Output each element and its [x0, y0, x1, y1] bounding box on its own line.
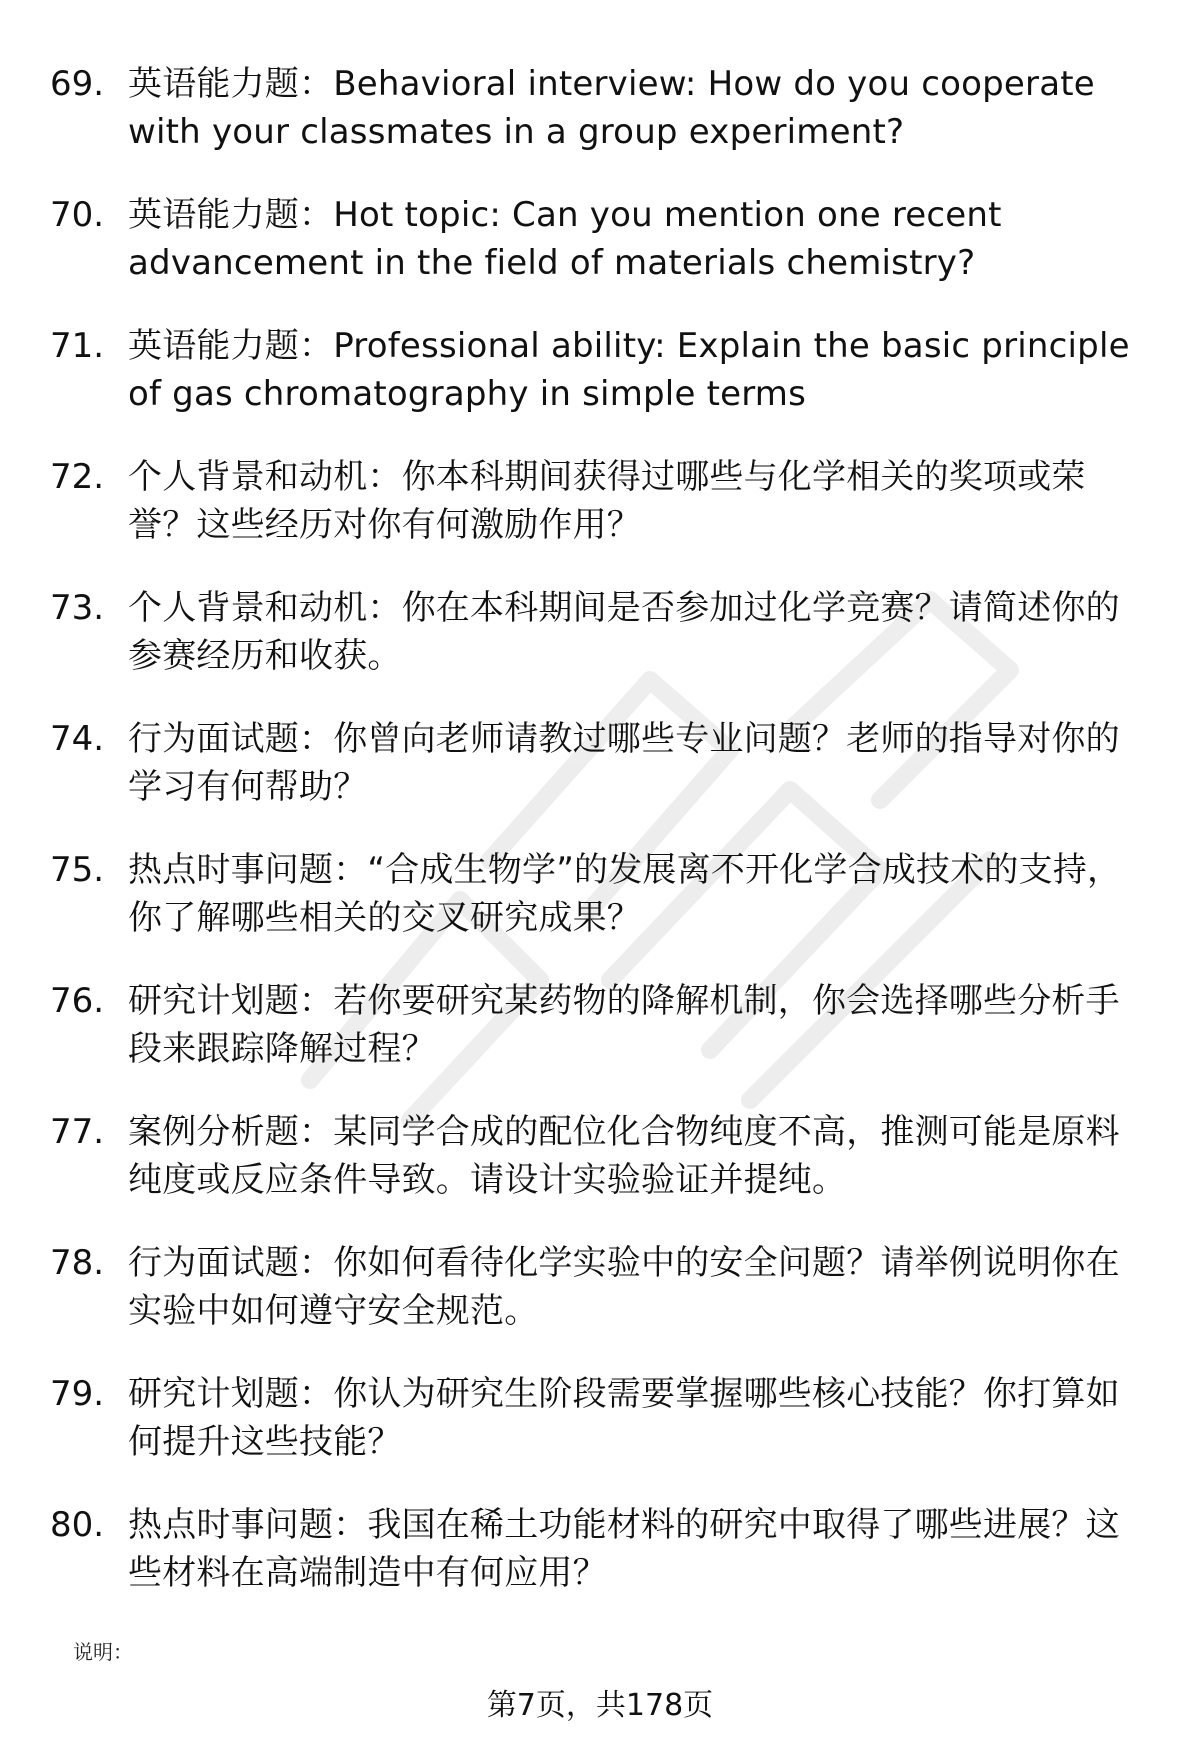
question-text: 热点时事问题：“合成生物学”的发展离不开化学合成技术的支持，你了解哪些相关的交叉研究成果？ — [128, 850, 1122, 938]
question-text: 研究计划题：若你要研究某药物的降解机制，你会选择哪些分析手段来跟踪降解过程？ — [128, 981, 1120, 1069]
question-text: 案例分析题：某同学合成的配位化合物纯度不高，推测可能是原料纯度或反应条件导致。请设计实验验证并提纯。 — [128, 1112, 1120, 1200]
question-text: 热点时事问题：我国在稀土功能材料的研究中取得了哪些进展？这些材料在高端制造中有何应用？ — [128, 1505, 1120, 1593]
question-item — [50, 322, 1140, 418]
question-item — [50, 453, 1140, 549]
question-number: 74. — [50, 719, 105, 759]
question-text: 行为面试题：你如何看待化学实验中的安全问题？请举例说明你在实验中如何遵守安全规范。 — [128, 1243, 1120, 1331]
question-item — [50, 1239, 1140, 1335]
question-item — [50, 977, 1140, 1073]
question-number: 75. — [50, 850, 105, 890]
question-text: 行为面试题：你曾向老师请教过哪些专业问题？老师的指导对你的学习有何帮助？ — [128, 719, 1120, 807]
question-number: 73. — [50, 588, 105, 628]
question-item — [50, 191, 1140, 287]
note-label: 说明： — [73, 1640, 133, 1664]
question-number: 76. — [50, 981, 105, 1021]
question-text: 英语能力题：Hot topic: Can you mention one recent advancement in the field of materials chemistry? — [128, 195, 1002, 283]
question-text: 研究计划题：你认为研究生阶段需要掌握哪些核心技能？你打算如何提升这些技能？ — [128, 1374, 1120, 1462]
question-item — [50, 584, 1140, 680]
question-number: 70. — [50, 195, 105, 235]
question-item — [50, 1108, 1140, 1204]
page-footer: 第7页，共178页 — [486, 1688, 714, 1723]
question-list — [50, 60, 1140, 1632]
question-text: 英语能力题：Professional ability: Explain the basic principle of gas chromatography in simple terms — [128, 326, 1130, 414]
question-number: 72. — [50, 457, 105, 497]
question-number: 77. — [50, 1112, 105, 1152]
question-item — [50, 60, 1140, 156]
question-item — [50, 715, 1140, 811]
question-item — [50, 846, 1140, 942]
question-text: 英语能力题：Behavioral interview: How do you cooperate with your classmates in a group experiment? — [128, 64, 1095, 152]
question-number: 79. — [50, 1374, 105, 1414]
question-item — [50, 1370, 1140, 1466]
question-number: 71. — [50, 326, 105, 366]
question-item — [50, 1501, 1140, 1597]
question-text: 个人背景和动机：你本科期间获得过哪些与化学相关的奖项或荣誉？这些经历对你有何激励作用？ — [128, 457, 1086, 545]
question-number: 78. — [50, 1243, 105, 1283]
question-number: 69. — [50, 64, 105, 104]
question-number: 80. — [50, 1505, 105, 1545]
question-text: 个人背景和动机：你在本科期间是否参加过化学竞赛？请简述你的参赛经历和收获。 — [128, 588, 1120, 676]
